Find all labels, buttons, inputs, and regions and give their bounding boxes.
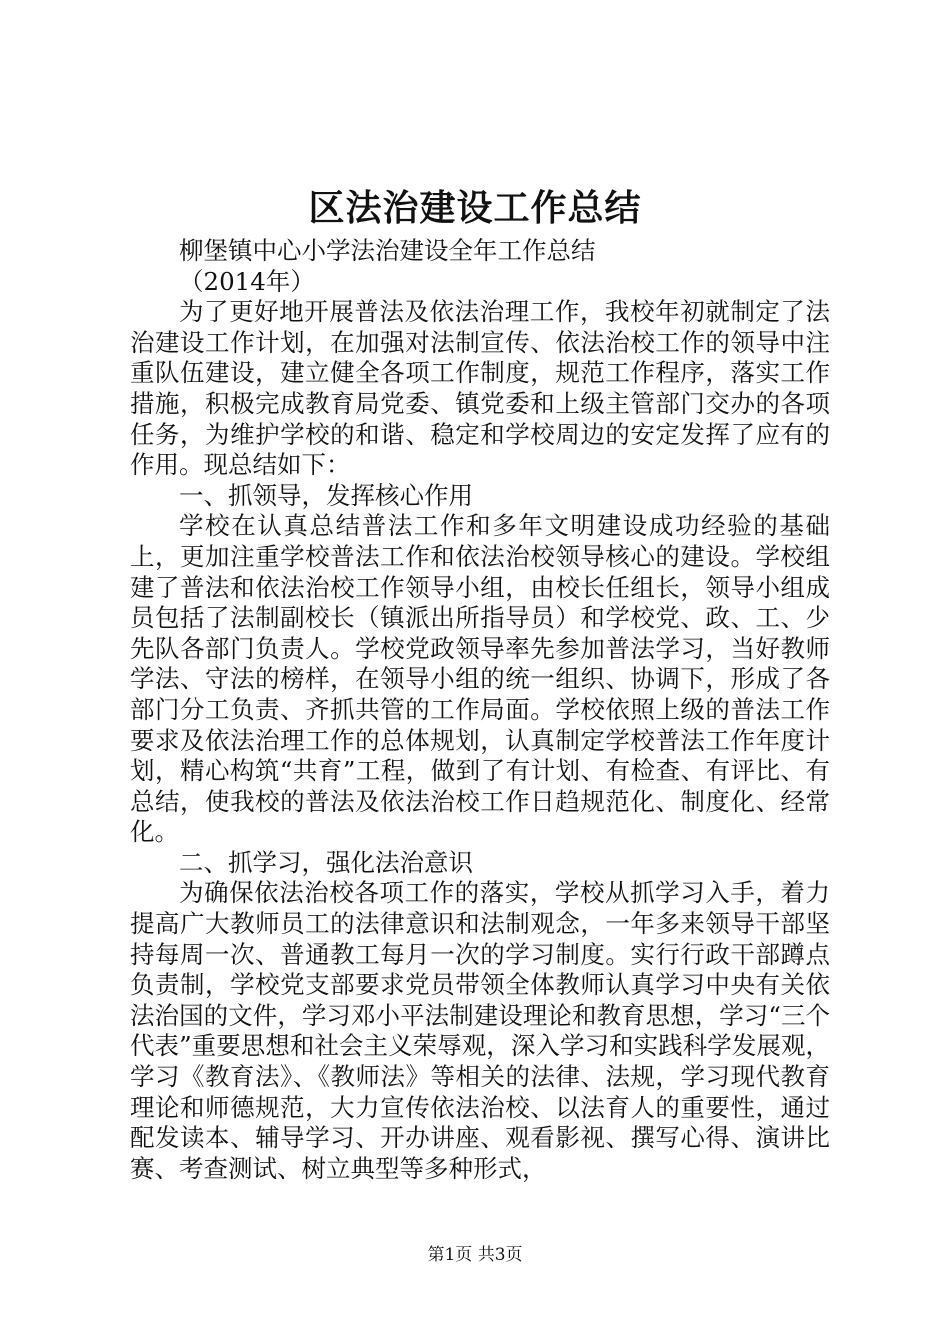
page-footer: 第1页 共3页: [427, 1245, 523, 1265]
year-line: （2014年）: [179, 266, 315, 296]
section-paragraph-2: 为确保依法治校各项工作的落实，学校从抓学习入手，着力提高广大教师员工的法律意识和法制观念，一年多来领导干部坚持每周一次、普通教工每月一次的学习制度。实行行政干部蹲点负责制，学校党支部要求党员带领全体教师认真学习中央有关依法治国的文件，学习邓小平法制建设理论和教育思想，学习“三个代表”重要思想和社会主义荣辱观，深入学习和实践科学发展观，学习《教育法》、《教师法》等相关的法律、法规，学习现代教育理论和师德规范，大力宣传依法治校、以法育人的重要性，通过配发读本、辅导学习、开办讲座、观看影视、撰写心得、演讲比赛、考查测试、树立典型等多种形式，: [130, 878, 830, 1183]
section-heading-2: 二、抓学习，强化法治意识: [179, 847, 473, 877]
intro-paragraph: 为了更好地开展普法及依法治理工作，我校年初就制定了法治建设工作计划，在加强对法制宣传、依法治校工作的领导中注重队伍建设，建立健全各项工作制度，规范工作程序，落实工作措施，积极完成教育局党委、镇党委和上级主管部门交办的各项任务，为维护学校的和谐、稳定和学校周边的安定发挥了应有的作用。现总结如下：: [130, 297, 830, 480]
section-heading-1: 一、抓领导，发挥核心作用: [179, 480, 473, 510]
subtitle-line: 柳堡镇中心小学法治建设全年工作总结: [179, 236, 596, 265]
document-body: [130, 236, 830, 1184]
section-paragraph-1: 学校在认真总结普法工作和多年文明建设成功经验的基础上，更加注重学校普法工作和依法治校领导核心的建设。学校组建了普法和依法治校工作领导小组，由校长任组长，领导小组成员包括了法制副校长（镇派出所指导员）和学校党、政、工、少先队各部门负责人。学校党政领导率先参加普法学习，当好教师学法、守法的榜样，在领导小组的统一组织、协调下，形成了各部门分工负责、齐抓共管的工作局面。学校依照上级的普法工作要求及依法治理工作的总体规划，认真制定学校普法工作年度计划，精心构筑“共育”工程，做到了有计划、有检查、有评比、有总结，使我校的普法及依法治校工作日趋规范化、制度化、经常化。: [130, 511, 830, 847]
document-title: 区法治建设工作总结: [308, 187, 642, 229]
